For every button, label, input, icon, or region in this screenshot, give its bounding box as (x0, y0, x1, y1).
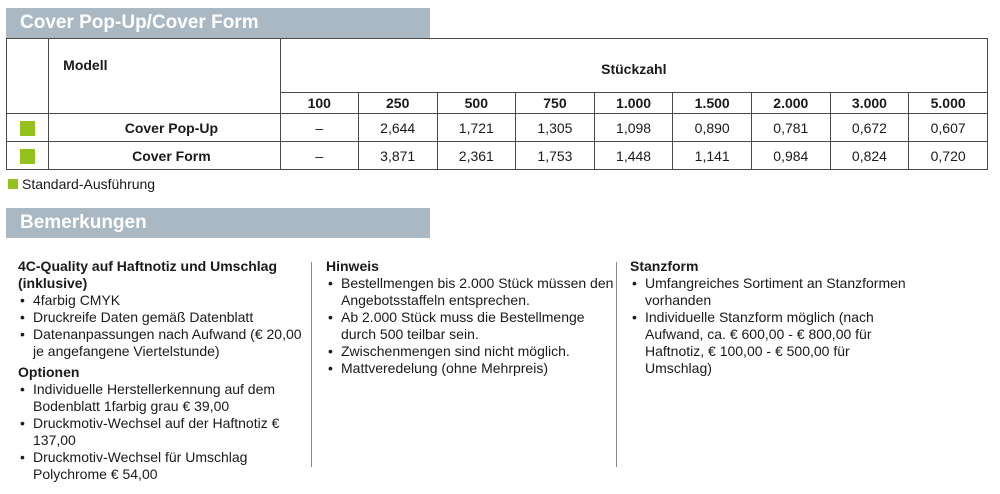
list-item: • Datenanpassungen nach Aufwand (€ 20,00 je angefangene Viertelstunde) (18, 326, 308, 360)
price-cell: 0,984 (752, 142, 831, 170)
price-cell: 3,871 (358, 142, 437, 170)
section-header-cover: Cover Pop-Up/Cover Form (6, 8, 430, 38)
price-cell: 2,644 (358, 114, 437, 142)
qty-header: 100 (280, 93, 358, 114)
price-cell: 1,098 (594, 114, 673, 142)
list-item: • Mattveredelung (ohne Mehrpreis) (326, 360, 616, 377)
notes-column-quality (18, 258, 308, 483)
price-cell: 1,721 (437, 114, 516, 142)
model-name: Cover Pop-Up (49, 114, 280, 142)
stueckzahl-header: Stückzahl (280, 39, 987, 93)
list-item: • Individuelle Herstellerkennung auf dem Bodenblatt 1farbig grau € 39,00 (18, 381, 308, 415)
legend-swatch-icon (8, 179, 18, 189)
list-item: • Umfangreiches Sortiment an Stanzformen vorhanden (630, 275, 920, 309)
list-item: • Bestellmengen bis 2.000 Stück müssen den Angebotsstaffeln entsprechen. (326, 275, 616, 309)
price-cell: 0,781 (752, 114, 831, 142)
swatch-cell (7, 114, 49, 142)
qty-header: 5.000 (909, 93, 988, 114)
table-row (7, 142, 988, 170)
notes-title: Hinweis (326, 258, 379, 274)
price-cell: 0,607 (909, 114, 988, 142)
price-cell: 1,753 (516, 142, 595, 170)
price-cell: 1,448 (594, 142, 673, 170)
modell-header: Modell (49, 39, 280, 114)
swatch-header-cell (7, 39, 49, 114)
standard-swatch-icon (20, 121, 35, 136)
list-item: • Ab 2.000 Stück muss die Bestellmenge durch 500 teilbar sein. (326, 309, 616, 343)
notes-list-extra (326, 360, 616, 377)
notes-title: 4C-Quality auf Haftnotiz und Umschlag (inklusive) (18, 258, 278, 291)
swatch-cell (7, 142, 49, 170)
list-item: • Druckmotiv-Wechsel für Umschlag Polychrome € 54,00 (18, 449, 308, 483)
standard-swatch-icon (20, 149, 35, 164)
qty-header: 500 (437, 93, 516, 114)
legend (8, 176, 155, 192)
notes-list (326, 275, 616, 360)
price-cell: 0,672 (830, 114, 909, 142)
price-cell: 0,890 (673, 114, 752, 142)
column-divider (311, 262, 312, 467)
qty-header: 250 (358, 93, 437, 114)
list-item: • Zwischenmengen sind nicht möglich. (326, 343, 616, 360)
price-cell: 1,141 (673, 142, 752, 170)
list-item: • 4farbig CMYK (18, 292, 308, 309)
legend-label: Standard-Ausführung (22, 176, 156, 192)
list-item: • Druckreife Daten gemäß Datenblatt (18, 309, 308, 326)
list-item: • Druckmotiv-Wechsel auf der Haftnotiz € 137,00 (18, 415, 308, 449)
notes-title: Stanzform (630, 258, 699, 274)
section-header-bemerkungen: Bemerkungen (6, 208, 430, 238)
price-cell: – (280, 114, 358, 142)
notes-list (18, 292, 308, 360)
price-cell: 1,305 (516, 114, 595, 142)
qty-header: 3.000 (830, 93, 909, 114)
qty-header: 1.500 (673, 93, 752, 114)
qty-header: 1.000 (594, 93, 673, 114)
notes-list (630, 275, 920, 377)
qty-header: 2.000 (752, 93, 831, 114)
table-row (7, 114, 988, 142)
price-cell: 0,824 (830, 142, 909, 170)
notes-subtitle-optionen: Optionen (18, 364, 80, 380)
price-table (6, 38, 988, 170)
price-cell: 0,720 (909, 142, 988, 170)
model-name: Cover Form (49, 142, 280, 170)
column-divider (616, 262, 617, 467)
options-list (18, 381, 308, 483)
qty-header: 750 (516, 93, 595, 114)
notes-column-hinweis (326, 258, 616, 377)
price-cell: – (280, 142, 358, 170)
price-cell: 2,361 (437, 142, 516, 170)
list-item: • Individuelle Stanzform möglich (nach Aufwand, ca. € 600,00 - € 800,00 für Haftnotiz, € 100,00 - € 500,00 für Umschlag) (630, 309, 920, 377)
notes-column-stanzform (630, 258, 920, 377)
